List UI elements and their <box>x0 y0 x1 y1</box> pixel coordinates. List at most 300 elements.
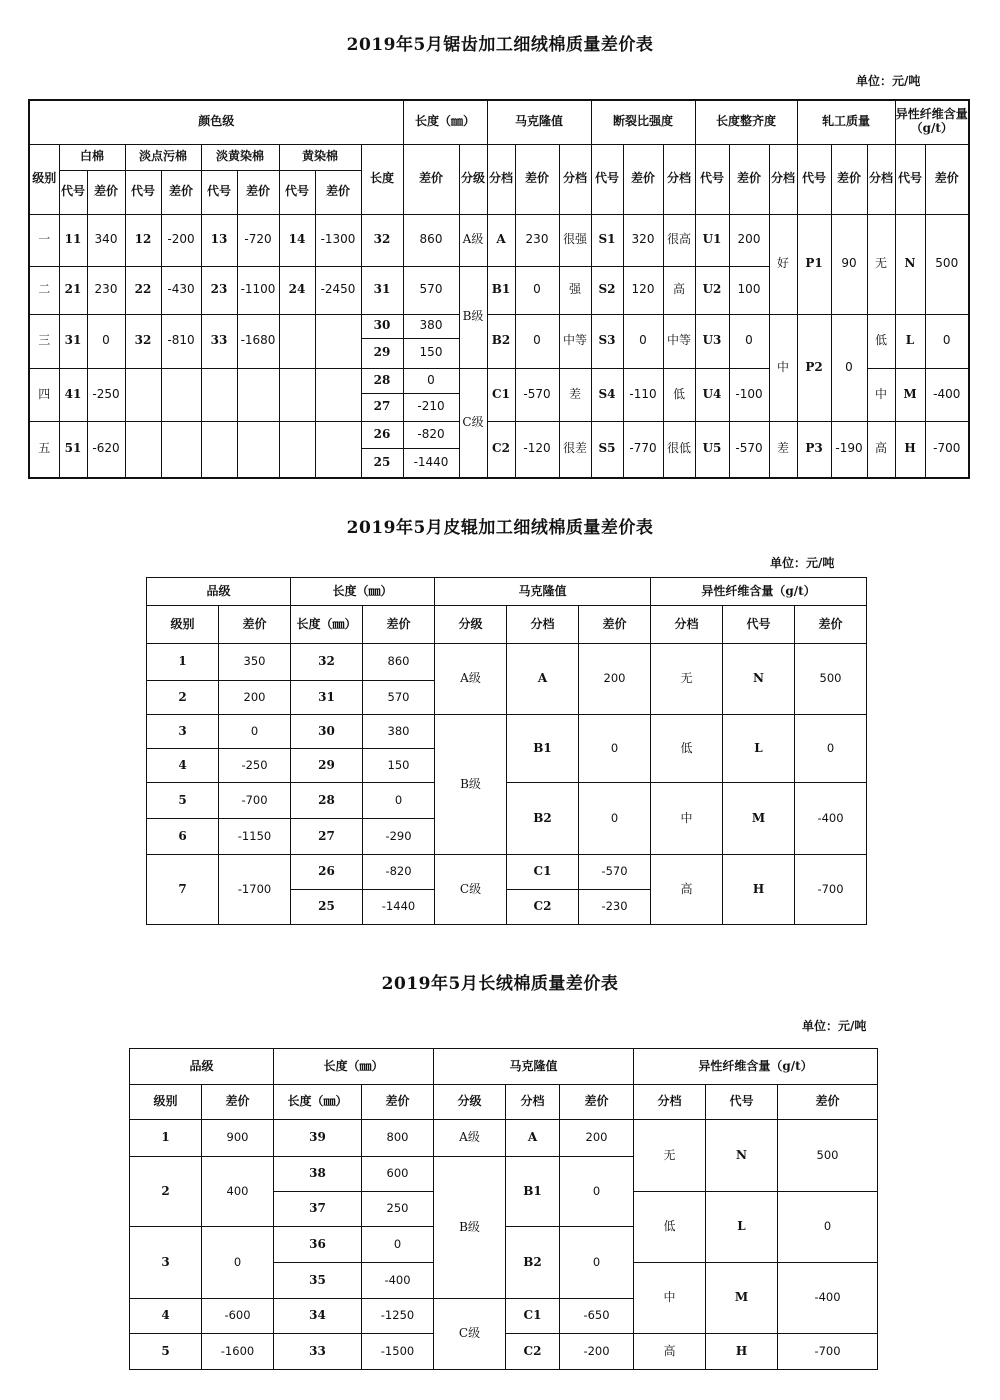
grade-diff: 350 <box>219 644 291 681</box>
strength-bin: 中等 <box>559 314 591 368</box>
header-gin-code: 代号 <box>797 144 831 214</box>
mic-bin: B2 <box>507 783 579 855</box>
empty-cell <box>125 368 161 421</box>
length-diff: -1440 <box>403 448 459 478</box>
header-str-code: 代号 <box>591 144 623 214</box>
lightyellow-code: 33 <box>201 314 237 368</box>
empty-cell <box>279 368 315 421</box>
white-diff: 340 <box>87 214 125 266</box>
header-mic-bin: 分档 <box>507 606 579 644</box>
foreign-bin: 无 <box>651 644 723 715</box>
foreign-diff: -700 <box>795 855 867 925</box>
lightyellow-diff: -1100 <box>237 266 279 314</box>
uniformity-diff: 0 <box>729 314 769 368</box>
header-diff: 差价 <box>87 170 125 214</box>
header-ff-bin: 分档 <box>867 144 895 214</box>
length-diff: -1440 <box>363 890 435 925</box>
foreign-diff: 0 <box>778 1192 878 1263</box>
strength-diff: -110 <box>623 368 663 421</box>
length-diff: -400 <box>362 1263 434 1299</box>
mic-bin: B1 <box>507 715 579 783</box>
header-mic-grade: 分级 <box>435 606 507 644</box>
length-diff: -820 <box>403 421 459 448</box>
foreign-diff: -400 <box>778 1263 878 1334</box>
mic-grade: B级 <box>435 715 507 855</box>
strength-code: S3 <box>591 314 623 368</box>
mic-grade: B级 <box>459 266 487 368</box>
ginning-bin: 好 <box>769 214 797 314</box>
header-diff: 差价 <box>237 170 279 214</box>
empty-cell <box>125 421 161 478</box>
length-value: 27 <box>291 819 363 855</box>
length-diff: 860 <box>363 644 435 681</box>
mic-diff: -650 <box>560 1299 634 1334</box>
header-code: 代号 <box>125 170 161 214</box>
strength-diff: 320 <box>623 214 663 266</box>
grade-value: 6 <box>147 819 219 855</box>
yellow-diff: -2450 <box>315 266 361 314</box>
uniformity-bin: 中等 <box>663 314 695 368</box>
header-strength: 断裂比强度 <box>591 100 695 144</box>
grade-value: 4 <box>130 1299 202 1334</box>
length-value: 38 <box>274 1157 362 1192</box>
strength-code: S5 <box>591 421 623 478</box>
mic-diff: 230 <box>515 214 559 266</box>
header-foreign-fiber: 异性纤维含量（g/t） <box>651 578 867 606</box>
length-diff: 800 <box>362 1120 434 1157</box>
uniformity-diff: 100 <box>729 266 769 314</box>
empty-cell <box>279 421 315 478</box>
foreign-bin: 无 <box>867 214 895 314</box>
header-micronaire: 马克隆值 <box>487 100 591 144</box>
header-mic-grade: 分级 <box>434 1085 506 1120</box>
grade-diff: 400 <box>202 1157 274 1227</box>
foreign-diff: 500 <box>925 214 969 314</box>
lightyellow-diff: -720 <box>237 214 279 266</box>
header-grade: 级别 <box>130 1085 202 1120</box>
mic-bin: C1 <box>507 855 579 890</box>
length-value: 33 <box>274 1334 362 1370</box>
header-mic-diff: 差价 <box>560 1085 634 1120</box>
empty-cell <box>237 421 279 478</box>
mic-bin: C1 <box>487 368 515 421</box>
lightyellow-diff: -1680 <box>237 314 279 368</box>
header-str-diff: 差价 <box>623 144 663 214</box>
length-diff: 570 <box>363 681 435 715</box>
header-gin-bin: 分档 <box>769 144 797 214</box>
foreign-code: L <box>723 715 795 783</box>
header-ff-code: 代号 <box>706 1085 778 1120</box>
mic-diff: -230 <box>579 890 651 925</box>
mic-diff: 0 <box>579 715 651 783</box>
header-quality: 品级 <box>130 1049 274 1085</box>
header-length: 长度（㎜） <box>403 100 487 144</box>
mic-diff: 0 <box>515 314 559 368</box>
ginning-diff: 0 <box>831 314 867 421</box>
header-foreign-fiber: 异性纤维含量（g/t） <box>634 1049 878 1085</box>
grade-diff: 200 <box>219 681 291 715</box>
grade-cell: 一 <box>29 214 59 266</box>
foreign-code: M <box>723 783 795 855</box>
foreign-bin: 低 <box>867 314 895 368</box>
length-value: 30 <box>361 314 403 338</box>
header-ginning: 轧工质量 <box>797 100 895 144</box>
length-value: 26 <box>291 855 363 890</box>
white-code: 21 <box>59 266 87 314</box>
white-diff: 0 <box>87 314 125 368</box>
ginning-code: P3 <box>797 421 831 478</box>
empty-cell <box>161 421 201 478</box>
header-gin-diff: 差价 <box>831 144 867 214</box>
uniformity-code: U1 <box>695 214 729 266</box>
header-color-grade: 颜色级 <box>29 100 403 144</box>
length-diff: 380 <box>363 715 435 749</box>
foreign-code: H <box>706 1334 778 1370</box>
mic-diff: -570 <box>579 855 651 890</box>
table3-unit: 单位：元/吨 <box>802 1019 867 1033</box>
foreign-bin: 高 <box>651 855 723 925</box>
strength-bin: 很强 <box>559 214 591 266</box>
length-diff: -290 <box>363 819 435 855</box>
grade-cell: 三 <box>29 314 59 368</box>
header-ff-diff: 差价 <box>795 606 867 644</box>
yellow-diff: -1300 <box>315 214 361 266</box>
white-diff: -250 <box>87 368 125 421</box>
lightyellow-code: 13 <box>201 214 237 266</box>
strength-bin: 很差 <box>559 421 591 478</box>
mic-bin: C2 <box>487 421 515 478</box>
length-diff: 250 <box>362 1192 434 1227</box>
length-value: 25 <box>361 448 403 478</box>
header-mic-bin: 分档 <box>506 1085 560 1120</box>
header-len: 长度 <box>361 144 403 214</box>
header-yellow: 黄染棉 <box>279 144 361 170</box>
empty-cell <box>201 368 237 421</box>
length-diff: 570 <box>403 266 459 314</box>
grade-value: 5 <box>130 1334 202 1370</box>
lightyellow-code: 23 <box>201 266 237 314</box>
mic-diff: -200 <box>560 1334 634 1370</box>
mic-grade: A级 <box>434 1120 506 1157</box>
header-ff-diff: 差价 <box>925 144 969 214</box>
header-micronaire: 马克隆值 <box>434 1049 634 1085</box>
length-value: 37 <box>274 1192 362 1227</box>
uniformity-diff: -570 <box>729 421 769 478</box>
foreign-bin: 中 <box>867 368 895 421</box>
foreign-code: H <box>895 421 925 478</box>
length-value: 26 <box>361 421 403 448</box>
table2-unit: 单位：元/吨 <box>770 556 835 570</box>
grade-diff: -250 <box>219 749 291 783</box>
foreign-bin: 高 <box>634 1334 706 1370</box>
grade-value: 4 <box>147 749 219 783</box>
yellow-code: 14 <box>279 214 315 266</box>
empty-cell <box>237 368 279 421</box>
length-diff: 380 <box>403 314 459 338</box>
foreign-bin: 高 <box>867 421 895 478</box>
grade-diff: 0 <box>202 1227 274 1299</box>
length-value: 36 <box>274 1227 362 1263</box>
header-len-diff: 差价 <box>403 144 459 214</box>
mic-diff: 0 <box>560 1157 634 1227</box>
foreign-diff: 500 <box>778 1120 878 1192</box>
length-value: 25 <box>291 890 363 925</box>
header-diff: 差价 <box>202 1085 274 1120</box>
uniformity-diff: 200 <box>729 214 769 266</box>
grade-diff: -1700 <box>219 855 291 925</box>
header-str-bin: 分档 <box>559 144 591 214</box>
foreign-diff: -700 <box>925 421 969 478</box>
length-diff: -1250 <box>362 1299 434 1334</box>
mic-bin: B1 <box>506 1157 560 1227</box>
saw-gin-price-table <box>28 99 970 479</box>
ginning-diff: -190 <box>831 421 867 478</box>
table3-title: 2019年5月长绒棉质量差价表 <box>381 974 619 994</box>
foreign-code: M <box>895 368 925 421</box>
strength-diff: 0 <box>623 314 663 368</box>
header-grade: 级别 <box>29 144 59 214</box>
foreign-code: L <box>895 314 925 368</box>
empty-cell <box>279 314 315 368</box>
empty-cell <box>161 368 201 421</box>
spotted-diff: -810 <box>161 314 201 368</box>
grade-diff: 0 <box>219 715 291 749</box>
strength-bin: 强 <box>559 266 591 314</box>
length-value: 29 <box>361 338 403 368</box>
header-mic-bin: 分档 <box>487 144 515 214</box>
long-staple-price-table <box>129 1048 878 1370</box>
table2-title: 2019年5月皮辊加工细绒棉质量差价表 <box>346 518 654 538</box>
spotted-code: 12 <box>125 214 161 266</box>
header-ff-diff: 差价 <box>778 1085 878 1120</box>
grade-cell: 四 <box>29 368 59 421</box>
mic-bin: A <box>487 214 515 266</box>
length-diff: -210 <box>403 393 459 421</box>
mic-diff: 0 <box>515 266 559 314</box>
grade-cell: 二 <box>29 266 59 314</box>
header-grade: 级别 <box>147 606 219 644</box>
foreign-code: L <box>706 1192 778 1263</box>
length-diff: -1500 <box>362 1334 434 1370</box>
header-mic-diff: 差价 <box>515 144 559 214</box>
header-uni-code: 代号 <box>695 144 729 214</box>
mic-diff: -120 <box>515 421 559 478</box>
length-value: 35 <box>274 1263 362 1299</box>
grade-value: 1 <box>130 1120 202 1157</box>
length-diff: 150 <box>363 749 435 783</box>
grade-value: 1 <box>147 644 219 681</box>
grade-value: 3 <box>147 715 219 749</box>
grade-value: 7 <box>147 855 219 925</box>
ginning-bin: 差 <box>769 421 797 478</box>
ginning-diff: 90 <box>831 214 867 314</box>
header-diff: 差价 <box>219 606 291 644</box>
foreign-diff: -400 <box>925 368 969 421</box>
table1-unit: 单位：元/吨 <box>856 74 921 88</box>
white-diff: -620 <box>87 421 125 478</box>
mic-diff: 0 <box>560 1227 634 1299</box>
length-value: 31 <box>361 266 403 314</box>
length-value: 34 <box>274 1299 362 1334</box>
spotted-diff: -200 <box>161 214 201 266</box>
header-ff-code: 代号 <box>723 606 795 644</box>
grade-diff: -600 <box>202 1299 274 1334</box>
foreign-bin: 中 <box>634 1263 706 1334</box>
white-code: 31 <box>59 314 87 368</box>
foreign-bin: 低 <box>651 715 723 783</box>
header-uniformity: 长度整齐度 <box>695 100 797 144</box>
white-code: 11 <box>59 214 87 266</box>
length-diff: 600 <box>362 1157 434 1192</box>
roller-gin-price-table <box>146 577 867 925</box>
foreign-bin: 低 <box>634 1192 706 1263</box>
mic-bin: A <box>506 1120 560 1157</box>
foreign-code: N <box>706 1120 778 1192</box>
length-value: 28 <box>361 368 403 393</box>
mic-bin: C2 <box>506 1334 560 1370</box>
mic-diff: -570 <box>515 368 559 421</box>
uniformity-code: U3 <box>695 314 729 368</box>
grade-value: 2 <box>147 681 219 715</box>
spotted-diff: -430 <box>161 266 201 314</box>
mic-diff: 200 <box>579 644 651 715</box>
mic-diff: 200 <box>560 1120 634 1157</box>
spotted-code: 22 <box>125 266 161 314</box>
ginning-code: P2 <box>797 314 831 421</box>
length-value: 32 <box>291 644 363 681</box>
white-diff: 230 <box>87 266 125 314</box>
length-value: 31 <box>291 681 363 715</box>
foreign-code: H <box>723 855 795 925</box>
foreign-diff: -400 <box>795 783 867 855</box>
header-uni-diff: 差价 <box>729 144 769 214</box>
header-code: 代号 <box>59 170 87 214</box>
mic-bin: B1 <box>487 266 515 314</box>
empty-cell <box>315 314 361 368</box>
header-micronaire: 马克隆值 <box>435 578 651 606</box>
mic-grade: C级 <box>435 855 507 925</box>
uniformity-code: U4 <box>695 368 729 421</box>
length-diff: 0 <box>403 368 459 393</box>
mic-grade: B级 <box>434 1157 506 1299</box>
header-ff-code: 代号 <box>895 144 925 214</box>
length-diff: 0 <box>362 1227 434 1263</box>
length-diff: 0 <box>363 783 435 819</box>
header-white: 白棉 <box>59 144 125 170</box>
uniformity-code: U5 <box>695 421 729 478</box>
header-len: 长度（㎜） <box>274 1085 362 1120</box>
grade-diff: -700 <box>219 783 291 819</box>
mic-grade: C级 <box>459 368 487 478</box>
mic-bin: B2 <box>506 1227 560 1299</box>
grade-diff: 900 <box>202 1120 274 1157</box>
foreign-code: M <box>706 1263 778 1334</box>
uniformity-code: U2 <box>695 266 729 314</box>
uniformity-bin: 很低 <box>663 421 695 478</box>
header-uni-bin: 分档 <box>663 144 695 214</box>
grade-value: 3 <box>130 1227 202 1299</box>
header-light-yellow: 淡黄染棉 <box>201 144 279 170</box>
foreign-diff: 0 <box>925 314 969 368</box>
header-length: 长度（㎜） <box>291 578 435 606</box>
header-code: 代号 <box>201 170 237 214</box>
foreign-bin: 中 <box>651 783 723 855</box>
length-value: 27 <box>361 393 403 421</box>
grade-value: 5 <box>147 783 219 819</box>
length-diff: 150 <box>403 338 459 368</box>
uniformity-bin: 低 <box>663 368 695 421</box>
strength-bin: 差 <box>559 368 591 421</box>
header-spotted: 淡点污棉 <box>125 144 201 170</box>
header-foreign-fiber: 异性纤维含量（g/t） <box>895 100 969 144</box>
header-diff: 差价 <box>362 1085 434 1120</box>
uniformity-bin: 高 <box>663 266 695 314</box>
header-ff-bin: 分档 <box>651 606 723 644</box>
uniformity-bin: 很高 <box>663 214 695 266</box>
foreign-bin: 无 <box>634 1120 706 1192</box>
mic-grade: A级 <box>435 644 507 715</box>
foreign-code: N <box>723 644 795 715</box>
strength-diff: 120 <box>623 266 663 314</box>
mic-diff: 0 <box>579 783 651 855</box>
strength-code: S1 <box>591 214 623 266</box>
header-len: 长度（㎜） <box>291 606 363 644</box>
strength-code: S2 <box>591 266 623 314</box>
white-code: 41 <box>59 368 87 421</box>
empty-cell <box>315 421 361 478</box>
length-value: 32 <box>361 214 403 266</box>
mic-bin: C1 <box>506 1299 560 1334</box>
length-value: 30 <box>291 715 363 749</box>
foreign-code: N <box>895 214 925 314</box>
white-code: 51 <box>59 421 87 478</box>
header-quality: 品级 <box>147 578 291 606</box>
mic-bin: A <box>507 644 579 715</box>
strength-code: S4 <box>591 368 623 421</box>
header-length: 长度（㎜） <box>274 1049 434 1085</box>
length-value: 28 <box>291 783 363 819</box>
header-code: 代号 <box>279 170 315 214</box>
ginning-code: P1 <box>797 214 831 314</box>
header-diff: 差价 <box>161 170 201 214</box>
grade-diff: -1600 <box>202 1334 274 1370</box>
mic-bin: B2 <box>487 314 515 368</box>
spotted-code: 32 <box>125 314 161 368</box>
mic-grade: A级 <box>459 214 487 266</box>
header-mic-diff: 差价 <box>579 606 651 644</box>
grade-cell: 五 <box>29 421 59 478</box>
foreign-diff: 500 <box>795 644 867 715</box>
table1-title: 2019年5月锯齿加工细绒棉质量差价表 <box>346 35 654 55</box>
length-diff: 860 <box>403 214 459 266</box>
header-diff: 差价 <box>315 170 361 214</box>
grade-value: 2 <box>130 1157 202 1227</box>
foreign-diff: 0 <box>795 715 867 783</box>
length-value: 29 <box>291 749 363 783</box>
empty-cell <box>315 368 361 421</box>
length-diff: -820 <box>363 855 435 890</box>
header-mic-grade: 分级 <box>459 144 487 214</box>
mic-grade: C级 <box>434 1299 506 1370</box>
yellow-code: 24 <box>279 266 315 314</box>
foreign-diff: -700 <box>778 1334 878 1370</box>
ginning-bin: 中 <box>769 314 797 421</box>
mic-bin: C2 <box>507 890 579 925</box>
length-value: 39 <box>274 1120 362 1157</box>
header-ff-bin: 分档 <box>634 1085 706 1120</box>
uniformity-diff: -100 <box>729 368 769 421</box>
header-diff: 差价 <box>363 606 435 644</box>
